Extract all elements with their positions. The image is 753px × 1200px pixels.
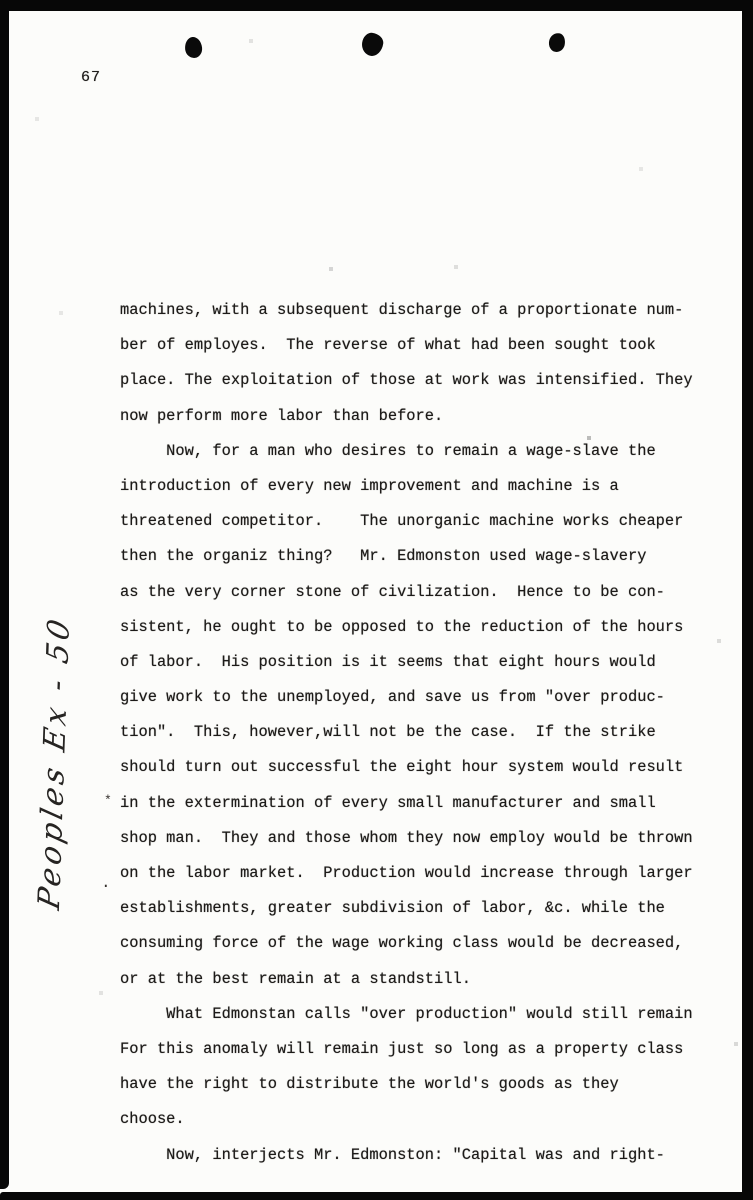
scan-edge-right: [742, 8, 753, 1198]
typed-line: in the extermination of every small manufacturer and small: [120, 793, 656, 812]
typed-line: now perform more labor than before.: [120, 406, 444, 425]
photocopy-speckles: [0, 0, 2, 2]
typed-line: What Edmonstan calls "over production" would still remain: [120, 1004, 693, 1023]
typed-line: shop man. They and those whom they now employ would be thrown: [120, 828, 693, 847]
scan-edge-bottom: [0, 1192, 753, 1200]
typed-line: consuming force of the wage working class would be decreased,: [120, 934, 684, 953]
typed-line: Now, interjects Mr. Edmonston: "Capital was and right-: [120, 1145, 665, 1164]
punch-hole-icon: [184, 36, 203, 59]
typed-line: sistent, he ought to be opposed to the reduction of the hours: [120, 617, 684, 636]
typed-line: For this anomaly will remain just so long as a property class: [120, 1039, 684, 1058]
typed-line: introduction of every new improvement and machine is a: [120, 476, 619, 495]
margin-dot-mark: .: [101, 874, 111, 892]
typed-line: ber of employes. The reverse of what had been sought took: [120, 336, 656, 355]
typed-line: of labor. His position is it seems that eight hours would: [120, 652, 656, 671]
scan-edge-top: [0, 0, 753, 11]
margin-handwriting-annotation: [32, 608, 78, 913]
typed-line: on the labor market. Production would increase through larger: [120, 864, 693, 882]
typed-line: have the right to distribute the world's goods as they: [120, 1075, 619, 1094]
typed-line: then the organiz thing? Mr. Edmonston used wage-slavery: [120, 547, 647, 566]
typed-line: machines, with a subsequent discharge of a proportionate num-: [120, 301, 684, 319]
punch-hole-icon: [547, 32, 567, 54]
typed-line: give work to the unemployed, and save us from "over produc-: [120, 688, 665, 707]
typed-line: choose.: [120, 1110, 185, 1129]
typed-line: as the very corner stone of civilization. Hence to be con-: [120, 582, 665, 601]
page-number: 67: [81, 69, 102, 86]
scan-edge-left: [0, 8, 9, 1189]
typed-line: Now, for a man who desires to remain a wage-slave the: [120, 441, 656, 460]
punch-hole-icon: [361, 32, 385, 58]
typed-line: should turn out successful the eight hour system would result: [120, 758, 684, 777]
typed-line: place. The exploitation of those at work was intensified. They: [120, 371, 693, 390]
typed-line: threatened competitor. The unorganic machine works cheaper: [120, 512, 684, 531]
margin-handwriting-text: Peoples Ex - 50: [32, 612, 78, 913]
margin-asterisk-mark: *: [104, 793, 112, 808]
typed-line: establishments, greater subdivision of labor, &c. while the: [120, 899, 665, 918]
typed-line: tion". This, however,will not be the case. If the strike: [120, 723, 656, 742]
typed-line: or at the best remain at a standstill.: [120, 969, 471, 988]
typed-text-body: [120, 293, 720, 1173]
